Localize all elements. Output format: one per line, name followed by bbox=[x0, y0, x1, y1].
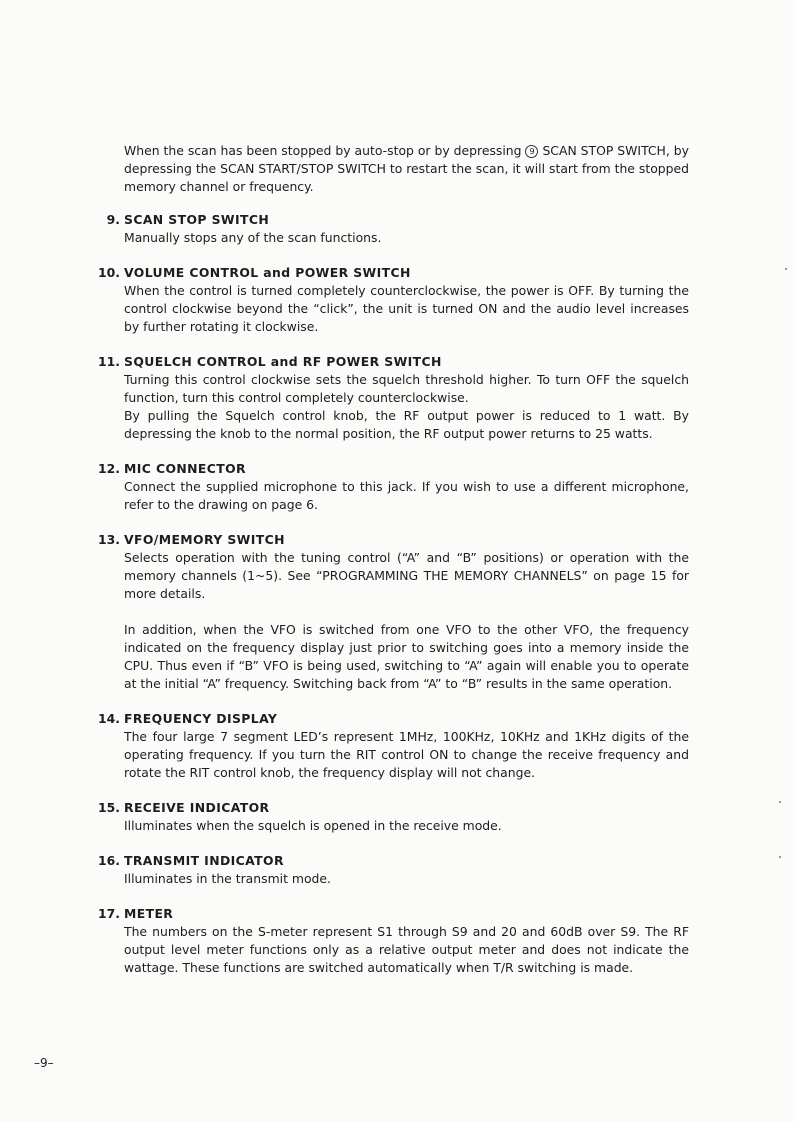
page-number: –9– bbox=[34, 1056, 54, 1070]
section-title: RECEIVE INDICATOR bbox=[124, 800, 270, 815]
scan-speck bbox=[779, 801, 781, 803]
section-frequency-display bbox=[92, 710, 689, 782]
scan-speck bbox=[779, 856, 781, 858]
section-title: SCAN STOP SWITCH bbox=[124, 212, 270, 227]
section-title: TRANSMIT INDICATOR bbox=[124, 853, 284, 868]
section-title: FREQUENCY DISPLAY bbox=[124, 711, 278, 726]
section-receive-indicator bbox=[92, 799, 689, 835]
section-paragraph: By pulling the Squelch control knob, the RF output power is reduced to 1 watt. By depressing the knob to the normal position, the RF output power returns to 25 watts. bbox=[124, 408, 689, 441]
section-number: 11. bbox=[98, 354, 120, 369]
section-paragraph: When the control is turned completely counterclockwise, the power is OFF. By turning the control clockwise beyond the “click”, the unit is turned ON and the audio level increases by further rotating it clockwise. bbox=[124, 283, 689, 334]
section-title: MIC CONNECTOR bbox=[124, 461, 246, 476]
section-mic-connector bbox=[92, 460, 689, 514]
section-paragraph: Manually stops any of the scan functions. bbox=[124, 230, 382, 245]
section-paragraph: Connect the supplied microphone to this jack. If you wish to use a different microphone, refer to the drawing on page 6. bbox=[124, 479, 689, 512]
section-title: VFO/MEMORY SWITCH bbox=[124, 532, 285, 547]
section-paragraph: The numbers on the S-meter represent S1 through S9 and 20 and 60dB over S9. The RF output level meter functions only as a relative output meter and does not indicate the wattage. These functions are switched automatically when T/R switching is made. bbox=[124, 924, 689, 975]
section-number: 15. bbox=[98, 800, 120, 815]
intro-paragraph bbox=[124, 142, 689, 196]
section-vfo-memory-switch bbox=[92, 531, 689, 693]
section-number: 17. bbox=[98, 906, 120, 921]
section-list bbox=[92, 211, 689, 994]
section-title: SQUELCH CONTROL and RF POWER SWITCH bbox=[124, 354, 442, 369]
section-number: 9. bbox=[106, 212, 120, 227]
section-paragraph: Illuminates when the squelch is opened in the receive mode. bbox=[124, 818, 502, 833]
section-scan-stop-switch bbox=[92, 211, 689, 247]
scan-speck bbox=[785, 268, 787, 270]
section-meter bbox=[92, 905, 689, 977]
section-number: 16. bbox=[98, 853, 120, 868]
section-paragraph: The four large 7 segment LED’s represent 1MHz, 100KHz, 10KHz and 1KHz digits of the operating frequency. If you turn the RIT control ON to change the receive frequency and rotate the RIT control knob, the frequency display will not change. bbox=[124, 729, 689, 780]
section-number: 14. bbox=[98, 711, 120, 726]
section-paragraph: In addition, when the VFO is switched from one VFO to the other VFO, the frequency indicated on the frequency display just prior to switching goes into a memory inside the CPU. Thus even if “B” VFO is being used, switching to “A” again will enable you to operate at the initial “A” frequency. Switching back from “A” to “B” results in the same operation. bbox=[124, 622, 689, 691]
section-title: VOLUME CONTROL and POWER SWITCH bbox=[124, 265, 411, 280]
section-paragraph: Turning this control clockwise sets the squelch threshold higher. To turn OFF the squelch function, turn this control completely counterclockwise. bbox=[124, 372, 689, 405]
section-number: 13. bbox=[98, 532, 120, 547]
circled-number-icon: 9 bbox=[525, 145, 538, 158]
section-number: 12. bbox=[98, 461, 120, 476]
section-squelch-control bbox=[92, 353, 689, 443]
section-paragraph: Selects operation with the tuning control (“A” and “B” positions) or operation with the memory channels (1~5). See “PROGRAMMING THE MEMORY CHANNELS” on page 15 for more details. bbox=[124, 550, 689, 601]
intro-text-before: When the scan has been stopped by auto-stop or by depressing bbox=[124, 143, 526, 158]
section-volume-control bbox=[92, 264, 689, 336]
section-number: 10. bbox=[98, 265, 120, 280]
section-title: METER bbox=[124, 906, 174, 921]
intro-text-after: SCAN STOP SWITCH, by depressing the SCAN START/STOP SWITCH to restart the scan, it will start from the stopped memory channel or frequency. bbox=[124, 143, 689, 194]
section-paragraph: Illuminates in the transmit mode. bbox=[124, 871, 331, 886]
section-transmit-indicator bbox=[92, 852, 689, 888]
